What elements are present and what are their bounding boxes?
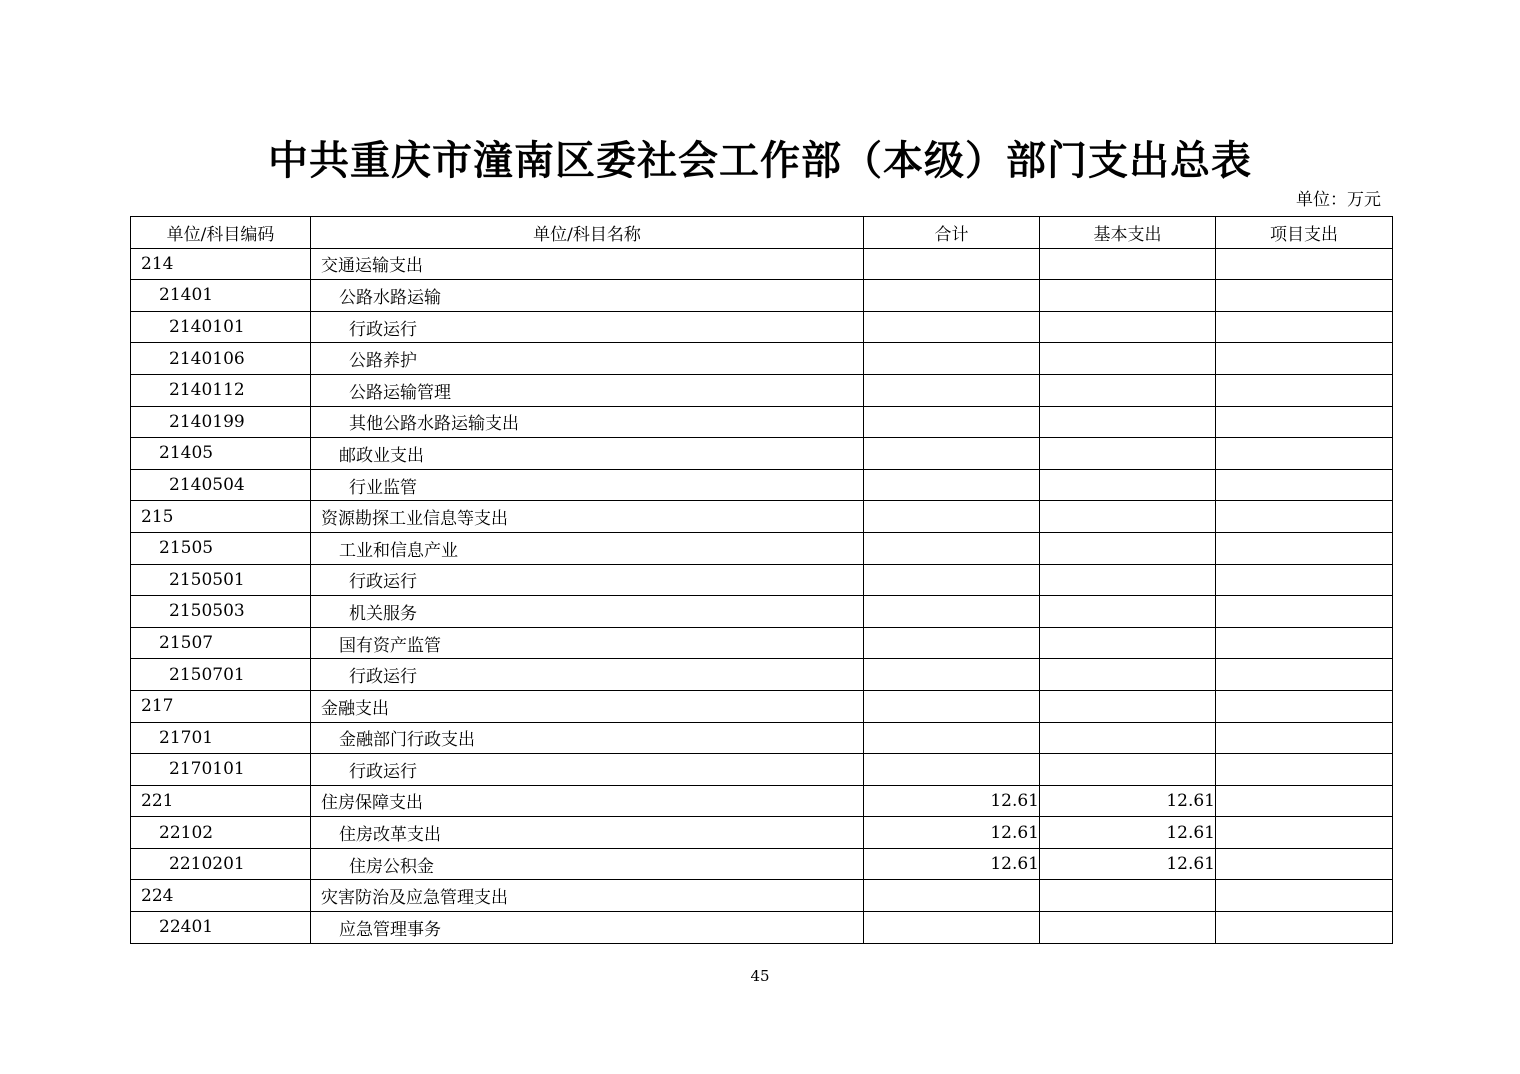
unit-label: 单位：万元 [1296, 190, 1381, 210]
table-row [131, 280, 1393, 312]
cell-name: 资源勘探工业信息等支出 [311, 501, 864, 533]
cell-code: 21401 [131, 280, 311, 312]
table-row [131, 343, 1393, 375]
cell-name: 行政运行 [311, 659, 864, 691]
cell-project [1216, 880, 1393, 912]
cell-project [1216, 627, 1393, 659]
cell-project [1216, 438, 1393, 470]
cell-name: 公路水路运输 [311, 280, 864, 312]
cell-name: 行政运行 [311, 564, 864, 596]
cell-code: 2150503 [131, 596, 311, 628]
table-row [131, 469, 1393, 501]
column-header-basic: 基本支出 [1040, 217, 1216, 249]
cell-total [864, 596, 1040, 628]
cell-code: 224 [131, 880, 311, 912]
table-row [131, 754, 1393, 786]
cell-total [864, 912, 1040, 944]
cell-code: 215 [131, 501, 311, 533]
table-header-row [131, 217, 1393, 249]
cell-code: 21505 [131, 532, 311, 564]
cell-code: 2150501 [131, 564, 311, 596]
cell-total [864, 343, 1040, 375]
cell-basic [1040, 406, 1216, 438]
cell-basic [1040, 880, 1216, 912]
table-row [131, 406, 1393, 438]
cell-code: 22102 [131, 817, 311, 849]
cell-name: 金融支出 [311, 690, 864, 722]
cell-name: 机关服务 [311, 596, 864, 628]
cell-basic [1040, 311, 1216, 343]
table-row [131, 311, 1393, 343]
cell-name: 住房保障支出 [311, 785, 864, 817]
cell-code: 2210201 [131, 848, 311, 880]
cell-project [1216, 469, 1393, 501]
cell-project [1216, 912, 1393, 944]
cell-basic [1040, 248, 1216, 280]
cell-name: 住房公积金 [311, 848, 864, 880]
table-row [131, 438, 1393, 470]
cell-name: 金融部门行政支出 [311, 722, 864, 754]
cell-project [1216, 722, 1393, 754]
cell-project [1216, 311, 1393, 343]
cell-total [864, 501, 1040, 533]
table-row [131, 848, 1393, 880]
cell-total [864, 627, 1040, 659]
cell-code: 21701 [131, 722, 311, 754]
cell-basic [1040, 469, 1216, 501]
cell-total: 12.61 [864, 817, 1040, 849]
cell-name: 应急管理事务 [311, 912, 864, 944]
cell-name: 公路运输管理 [311, 374, 864, 406]
cell-basic [1040, 532, 1216, 564]
table-row [131, 374, 1393, 406]
cell-code: 2140101 [131, 311, 311, 343]
table-row [131, 248, 1393, 280]
cell-project [1216, 817, 1393, 849]
cell-basic [1040, 438, 1216, 470]
cell-total [864, 754, 1040, 786]
column-header-total: 合计 [864, 217, 1040, 249]
cell-basic [1040, 280, 1216, 312]
cell-project [1216, 564, 1393, 596]
cell-project [1216, 659, 1393, 691]
cell-total [864, 248, 1040, 280]
cell-code: 21507 [131, 627, 311, 659]
cell-name: 交通运输支出 [311, 248, 864, 280]
cell-basic [1040, 596, 1216, 628]
cell-total [864, 722, 1040, 754]
cell-basic [1040, 627, 1216, 659]
cell-total [864, 880, 1040, 912]
cell-total [864, 438, 1040, 470]
cell-total [864, 532, 1040, 564]
cell-basic [1040, 912, 1216, 944]
cell-total [864, 690, 1040, 722]
cell-basic: 12.61 [1040, 785, 1216, 817]
table-row [131, 659, 1393, 691]
table-row [131, 880, 1393, 912]
cell-name: 工业和信息产业 [311, 532, 864, 564]
table-row [131, 690, 1393, 722]
cell-name: 住房改革支出 [311, 817, 864, 849]
cell-name: 国有资产监管 [311, 627, 864, 659]
cell-code: 221 [131, 785, 311, 817]
column-header-code: 单位/科目编码 [131, 217, 311, 249]
cell-project [1216, 754, 1393, 786]
table-row [131, 564, 1393, 596]
cell-code: 22401 [131, 912, 311, 944]
cell-project [1216, 785, 1393, 817]
cell-name: 灾害防治及应急管理支出 [311, 880, 864, 912]
table-row [131, 627, 1393, 659]
cell-total [864, 564, 1040, 596]
cell-basic: 12.61 [1040, 817, 1216, 849]
cell-total [864, 469, 1040, 501]
cell-code: 2170101 [131, 754, 311, 786]
cell-project [1216, 406, 1393, 438]
cell-code: 2150701 [131, 659, 311, 691]
cell-code: 2140112 [131, 374, 311, 406]
cell-code: 2140199 [131, 406, 311, 438]
table-row [131, 501, 1393, 533]
cell-total: 12.61 [864, 785, 1040, 817]
table-row [131, 596, 1393, 628]
cell-basic [1040, 501, 1216, 533]
cell-name: 公路养护 [311, 343, 864, 375]
cell-project [1216, 848, 1393, 880]
cell-basic [1040, 690, 1216, 722]
table-row [131, 912, 1393, 944]
cell-code: 2140106 [131, 343, 311, 375]
cell-basic [1040, 564, 1216, 596]
cell-basic: 12.61 [1040, 848, 1216, 880]
table-row [131, 722, 1393, 754]
cell-project [1216, 374, 1393, 406]
cell-project [1216, 248, 1393, 280]
cell-total [864, 374, 1040, 406]
page-title: 中共重庆市潼南区委社会工作部（本级）部门支出总表 [268, 137, 1252, 184]
cell-name: 行政运行 [311, 311, 864, 343]
cell-code: 217 [131, 690, 311, 722]
cell-total: 12.61 [864, 848, 1040, 880]
cell-project [1216, 501, 1393, 533]
table-row [131, 532, 1393, 564]
cell-basic [1040, 659, 1216, 691]
cell-code: 2140504 [131, 469, 311, 501]
cell-project [1216, 596, 1393, 628]
cell-name: 其他公路水路运输支出 [311, 406, 864, 438]
table-row [131, 785, 1393, 817]
cell-name: 行政运行 [311, 754, 864, 786]
cell-total [864, 311, 1040, 343]
column-header-name: 单位/科目名称 [311, 217, 864, 249]
table-body [131, 248, 1393, 943]
cell-project [1216, 280, 1393, 312]
cell-total [864, 406, 1040, 438]
cell-total [864, 280, 1040, 312]
cell-basic [1040, 374, 1216, 406]
cell-project [1216, 532, 1393, 564]
cell-code: 214 [131, 248, 311, 280]
page-number: 45 [750, 967, 770, 985]
cell-project [1216, 690, 1393, 722]
cell-name: 行业监管 [311, 469, 864, 501]
table-row [131, 817, 1393, 849]
cell-code: 21405 [131, 438, 311, 470]
cell-basic [1040, 343, 1216, 375]
cell-name: 邮政业支出 [311, 438, 864, 470]
cell-basic [1040, 754, 1216, 786]
column-header-project: 项目支出 [1216, 217, 1393, 249]
cell-basic [1040, 722, 1216, 754]
cell-total [864, 659, 1040, 691]
expenditure-table [130, 216, 1393, 944]
cell-project [1216, 343, 1393, 375]
